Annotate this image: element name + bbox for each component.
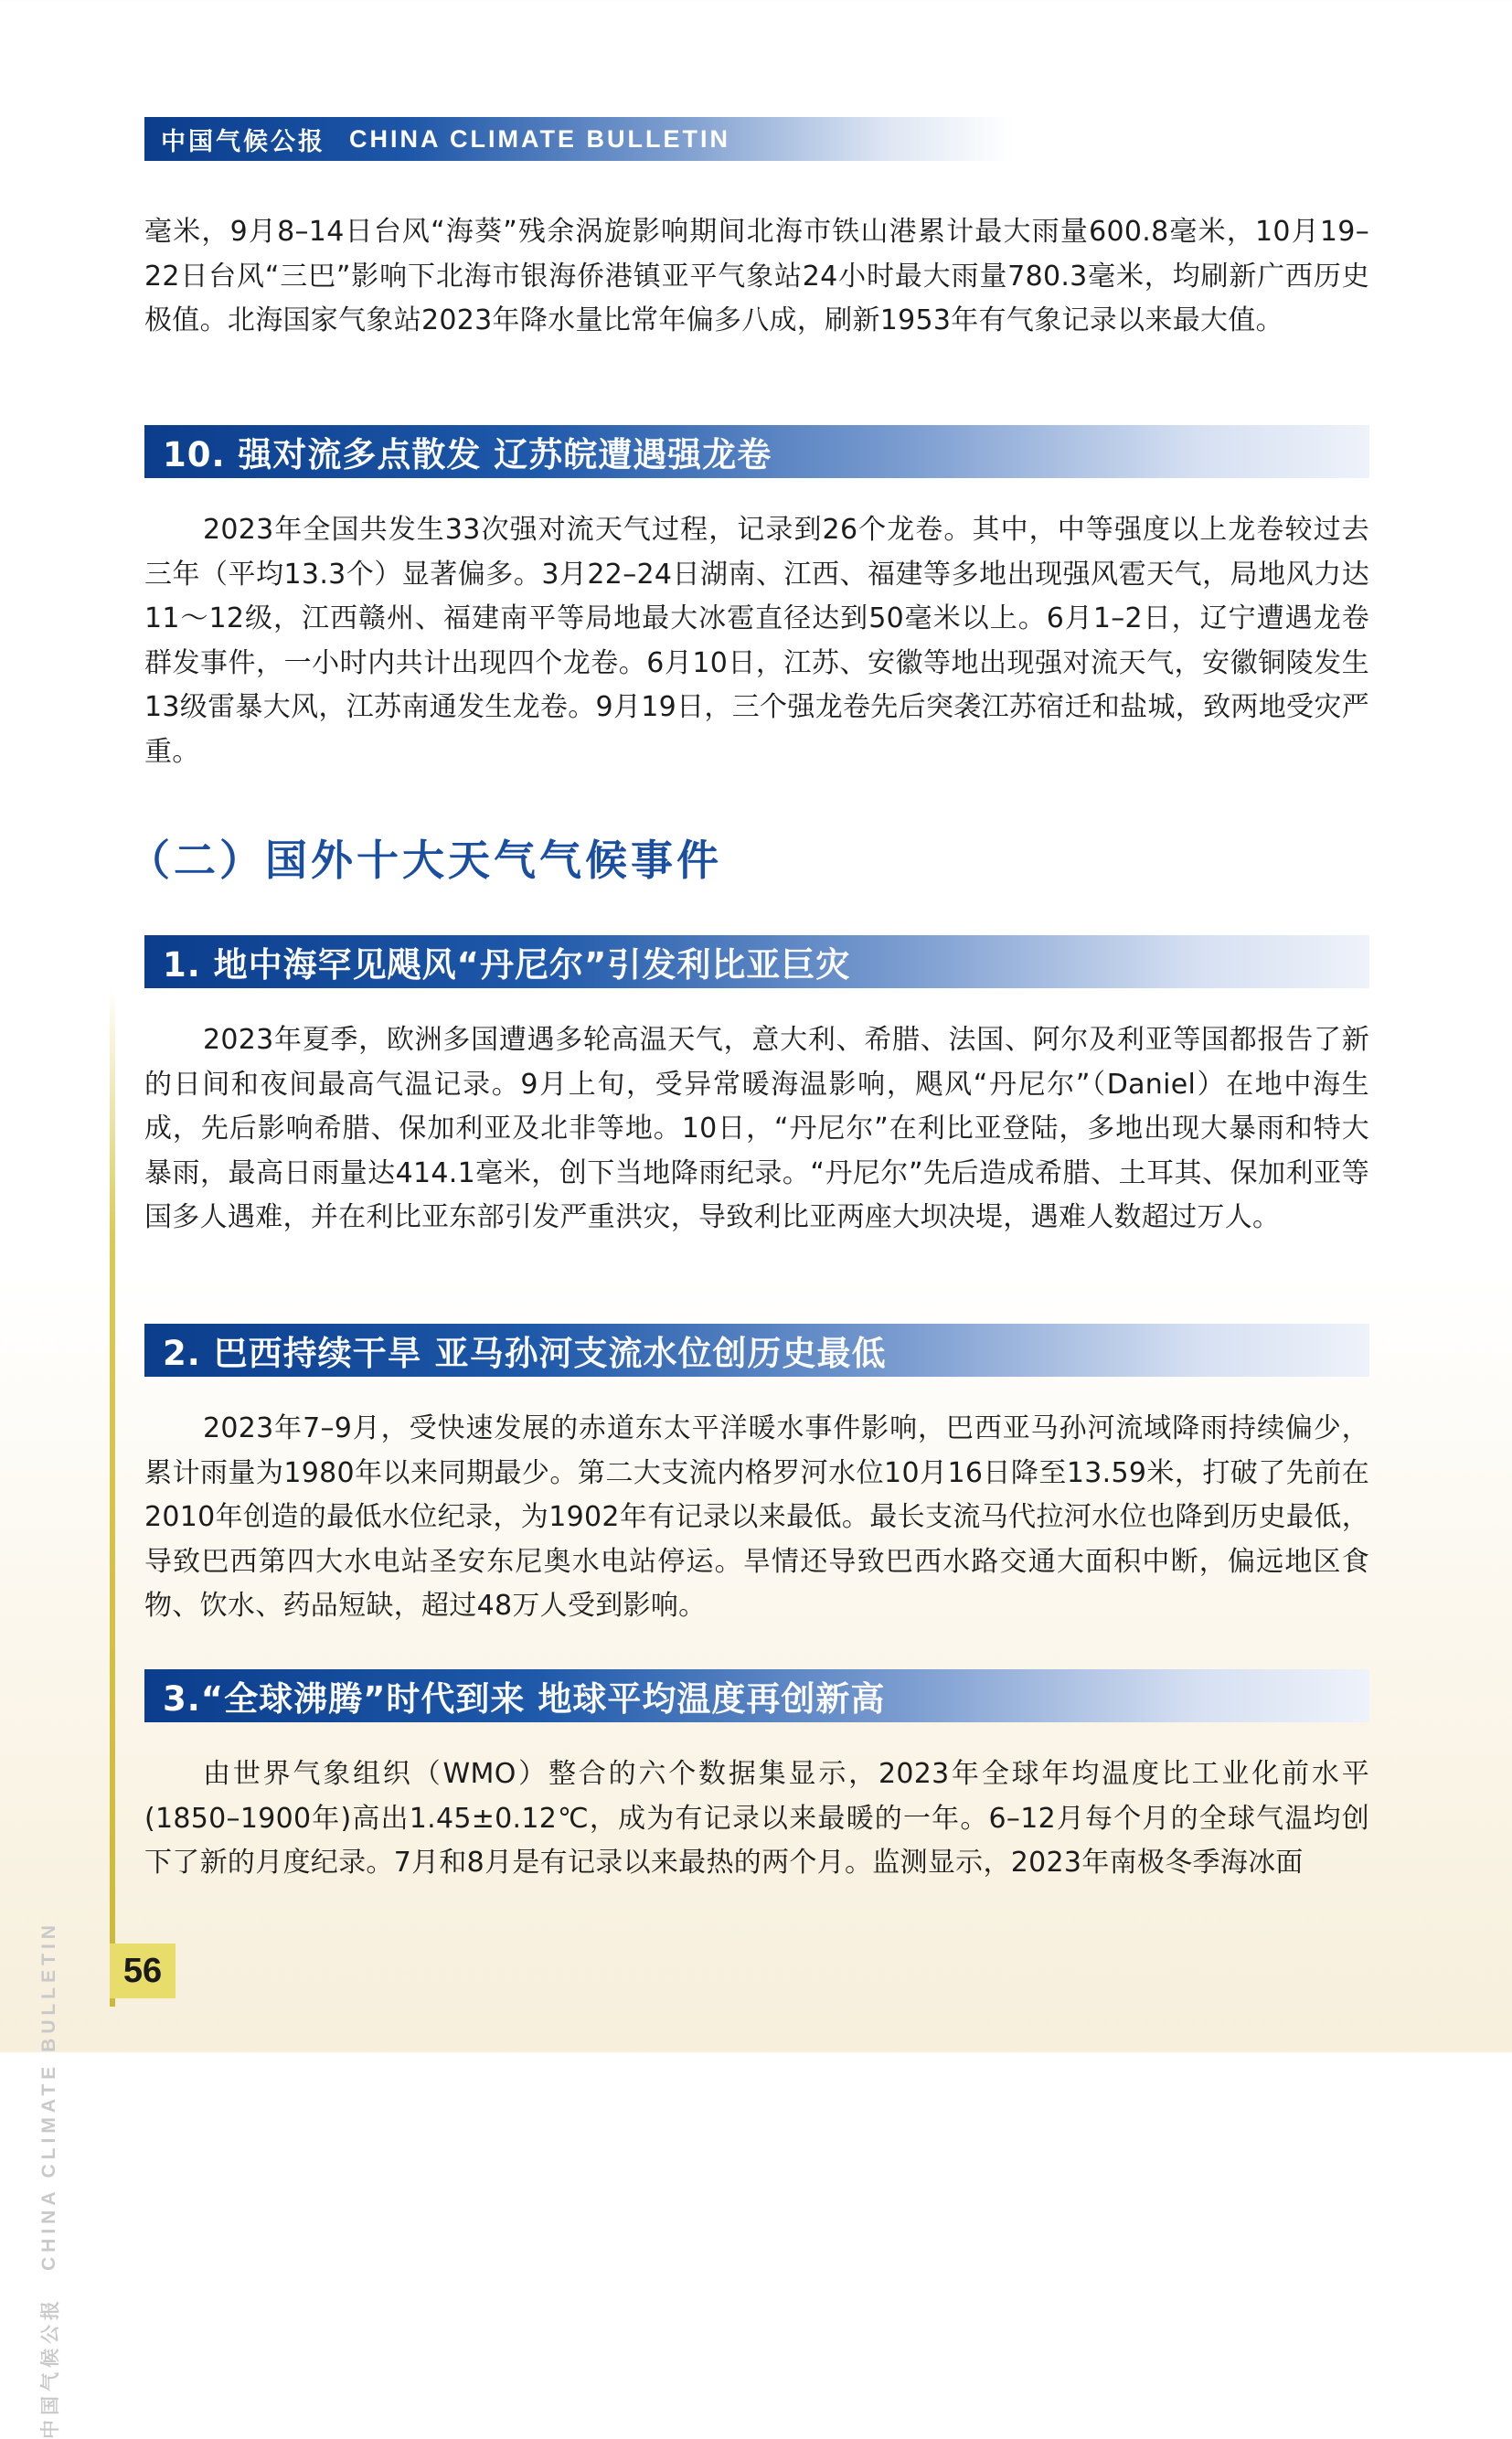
page-number: 56: [110, 1944, 176, 1998]
header-title-cn: 中国气候公报: [161, 127, 325, 156]
event-3-heading: [144, 1669, 1369, 1722]
event-1-title: 1. 地中海罕见飓风“丹尼尔”引发利比亚巨灾: [163, 945, 851, 985]
side-label-cn: 中国气候公报: [39, 2296, 61, 2439]
side-label: [31, 1415, 68, 2439]
event-3-title: 3.“全球沸腾”时代到来 地球平均温度再创新高: [163, 1679, 886, 1719]
event-2-title: 2. 巴西持续干旱 亚马孙河支流水位创历史最低: [163, 1334, 887, 1373]
chapter-title: （二）国外十大天气气候事件: [128, 836, 722, 885]
event-2-body: 2023年7–9月，受快速发展的赤道东太平洋暖水事件影响，巴西亚马孙河流域降雨持续偏少，累计雨量为1980年以来同期最少。第二大支流内格罗河水位10月16日降至13.59米，打破了先前在2010年创造的最低水位纪录，为1902年有记录以来最低。最长支流马代拉河水位也降到历史最低，导致巴西第四大水电站圣安东尼奥水电站停运。旱情还导致巴西水路交通大面积中断，偏远地区食物、饮水、药品短缺，超过48万人受到影响。: [144, 1412, 1369, 1622]
section-10-heading: [144, 425, 1369, 478]
side-accent-bar: [110, 987, 115, 2007]
event-1-body: 2023年夏季，欧洲多国遭遇多轮高温天气，意大利、希腊、法国、阿尔及利亚等国都报告了新的日间和夜间最高气温记录。9月上旬，受异常暖海温影响，飓风“丹尼尔”（Daniel）在地中海生成，先后影响希腊、保加利亚及北非等地。10日，“丹尼尔”在利比亚登陆，多地出现大暴雨和特大暴雨，最高日雨量达414.1毫米，创下当地降雨纪录。“丹尼尔”先后造成希腊、土耳其、保加利亚等国多人遇难，并在利比亚东部引发严重洪灾，导致利比亚两座大坝决堤，遇难人数超过万人。: [144, 1024, 1369, 1233]
section-10-body: 2023年全国共发生33次强对流天气过程，记录到26个龙卷。其中，中等强度以上龙卷较过去三年（平均13.3个）显著偏多。3月22–24日湖南、江西、福建等多地出现强风雹天气，局地风力达11～12级，江西赣州、福建南平等局地最大冰雹直径达到50毫米以上。6月1–2日，辽宁遭遇龙卷群发事件，一小时内共计出现四个龙卷。6月10日，江苏、安徽等地出现强对流天气，安徽铜陵发生13级雷暴大风，江苏南通发生龙卷。9月19日，三个强龙卷先后突袭江苏宿迁和盐城，致两地受灾严重。: [144, 514, 1369, 768]
header-title-en: CHINA CLIMATE BULLETIN: [349, 124, 730, 153]
event-2-heading: [144, 1324, 1369, 1377]
event-1-heading: [144, 935, 1369, 988]
event-3-body: 由世界气象组织（WMO）整合的六个数据集显示，2023年全球年均温度比工业化前水平(1850–1900年)高出1.45±0.12℃，成为有记录以来最暖的一年。6–12月每个月的全球气温均创下了新的月度纪录。7月和8月是有记录以来最热的两个月。监测显示，2023年南极冬季海冰面: [144, 1758, 1369, 1879]
running-header: [144, 117, 1013, 161]
section-10-title: 10. 强对流多点散发 辽苏皖遭遇强龙卷: [163, 435, 772, 474]
intro-paragraph: 毫米，9月8–14日台风“海葵”残余涡旋影响期间北海市铁山港累计最大雨量600.8毫米，10月19–22日台风“三巴”影响下北海市银海侨港镇亚平气象站24小时最大雨量780.3毫米，均刷新广西历史极值。北海国家气象站2023年降水量比常年偏多八成，刷新1953年有气象记录以来最大值。: [144, 216, 1369, 336]
side-label-en: CHINA CLIMATE BULLETIN: [38, 1921, 59, 2271]
